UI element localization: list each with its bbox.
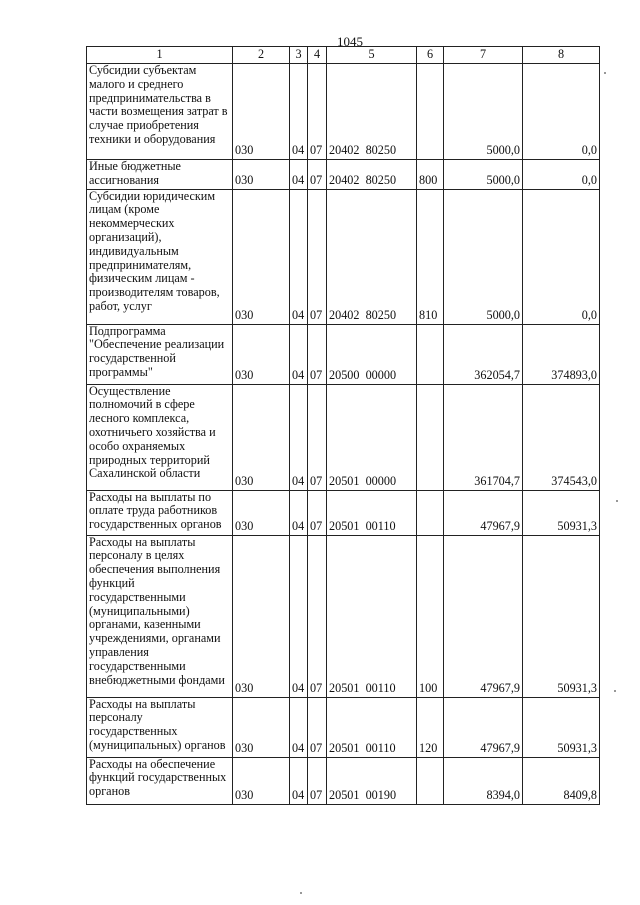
table-row: [87, 160, 600, 190]
scan-speck: [614, 690, 616, 692]
amount-column-7: 5000,0: [444, 64, 523, 160]
expense-kind-code: 100: [417, 535, 444, 697]
column-number: 6: [417, 47, 444, 64]
subsection-code: 07: [308, 697, 327, 757]
ministry-code: 030: [233, 324, 290, 384]
ministry-code: 030: [233, 384, 290, 490]
subsection-code: 07: [308, 535, 327, 697]
subsection-code: 07: [308, 189, 327, 324]
amount-column-8: 0,0: [523, 160, 600, 190]
table-header-row: [87, 47, 600, 64]
item-name: Субсидии юридическим лицам (кроме некоммерческих организаций), индивидуальным предпринимателям, физическим лицам - производителям товаров, работ, услуг: [87, 189, 233, 324]
target-article-code: 20501 00110: [327, 697, 417, 757]
amount-column-7: 8394,0: [444, 757, 523, 804]
expense-kind-code: 800: [417, 160, 444, 190]
amount-column-7: 5000,0: [444, 160, 523, 190]
table-row: [87, 324, 600, 384]
amount-column-8: 0,0: [523, 64, 600, 160]
ministry-code: 030: [233, 160, 290, 190]
subsection-code: 07: [308, 757, 327, 804]
target-article-code: 20501 00110: [327, 535, 417, 697]
item-name: Расходы на выплаты персоналу государственных (муниципальных) органов: [87, 697, 233, 757]
column-number: 7: [444, 47, 523, 64]
column-number: 3: [290, 47, 308, 64]
target-article-code: 20501 00000: [327, 384, 417, 490]
target-article-code: 20402 80250: [327, 189, 417, 324]
ministry-code: 030: [233, 64, 290, 160]
table-row: [87, 757, 600, 804]
amount-column-8: 374543,0: [523, 384, 600, 490]
table-row: [87, 697, 600, 757]
amount-column-7: 362054,7: [444, 324, 523, 384]
section-code: 04: [290, 324, 308, 384]
amount-column-7: 47967,9: [444, 490, 523, 535]
item-name: Осуществление полномочий в сфере лесного комплекса, охотничьего хозяйства и особо охраняемых природных территорий Сахалинской области: [87, 384, 233, 490]
target-article-code: 20402 80250: [327, 64, 417, 160]
table-row: [87, 189, 600, 324]
column-number: 5: [327, 47, 417, 64]
page-number: 1045: [337, 34, 363, 49]
item-name: Иные бюджетные ассигнования: [87, 160, 233, 190]
section-code: 04: [290, 490, 308, 535]
scan-speck: [604, 72, 606, 74]
ministry-code: 030: [233, 189, 290, 324]
item-name: Подпрограмма "Обеспечение реализации государственной программы": [87, 324, 233, 384]
section-code: 04: [290, 160, 308, 190]
target-article-code: 20500 00000: [327, 324, 417, 384]
table-row: [87, 490, 600, 535]
amount-column-8: 50931,3: [523, 535, 600, 697]
item-name: Расходы на выплаты персоналу в целях обеспечения выполнения функций государственными (муниципальными) органами, казенными учреждениями, органами управления государственными внебюджетными фондами: [87, 535, 233, 697]
target-article-code: 20501 00110: [327, 490, 417, 535]
section-code: 04: [290, 189, 308, 324]
amount-column-7: 361704,7: [444, 384, 523, 490]
item-name: Субсидии субъектам малого и среднего предпринимательства в части возмещения затрат в случае приобретения техники и оборудования: [87, 64, 233, 160]
column-number: 1: [87, 47, 233, 64]
amount-column-7: 47967,9: [444, 535, 523, 697]
section-code: 04: [290, 64, 308, 160]
table-row: [87, 384, 600, 490]
ministry-code: 030: [233, 490, 290, 535]
section-code: 04: [290, 757, 308, 804]
expense-kind-code: 810: [417, 189, 444, 324]
amount-column-8: 0,0: [523, 189, 600, 324]
expense-kind-code: 120: [417, 697, 444, 757]
target-article-code: 20402 80250: [327, 160, 417, 190]
subsection-code: 07: [308, 384, 327, 490]
item-name: Расходы на выплаты по оплате труда работников государственных органов: [87, 490, 233, 535]
amount-column-8: 8409,8: [523, 757, 600, 804]
column-number: 4: [308, 47, 327, 64]
item-name: Расходы на обеспечение функций государственных органов: [87, 757, 233, 804]
section-code: 04: [290, 535, 308, 697]
column-number: 2: [233, 47, 290, 64]
expense-kind-code: [417, 384, 444, 490]
scan-speck: [616, 500, 618, 502]
amount-column-7: 47967,9: [444, 697, 523, 757]
expense-kind-code: [417, 757, 444, 804]
ministry-code: 030: [233, 535, 290, 697]
subsection-code: 07: [308, 160, 327, 190]
expense-kind-code: [417, 490, 444, 535]
amount-column-7: 5000,0: [444, 189, 523, 324]
expense-kind-code: [417, 64, 444, 160]
subsection-code: 07: [308, 64, 327, 160]
budget-table: [86, 46, 600, 805]
subsection-code: 07: [308, 324, 327, 384]
section-code: 04: [290, 697, 308, 757]
ministry-code: 030: [233, 697, 290, 757]
expense-kind-code: [417, 324, 444, 384]
amount-column-8: 50931,3: [523, 697, 600, 757]
section-code: 04: [290, 384, 308, 490]
ministry-code: 030: [233, 757, 290, 804]
table-row: [87, 535, 600, 697]
table-row: [87, 64, 600, 160]
subsection-code: 07: [308, 490, 327, 535]
target-article-code: 20501 00190: [327, 757, 417, 804]
column-number: 8: [523, 47, 600, 64]
amount-column-8: 374893,0: [523, 324, 600, 384]
scan-speck: [300, 892, 302, 894]
amount-column-8: 50931,3: [523, 490, 600, 535]
